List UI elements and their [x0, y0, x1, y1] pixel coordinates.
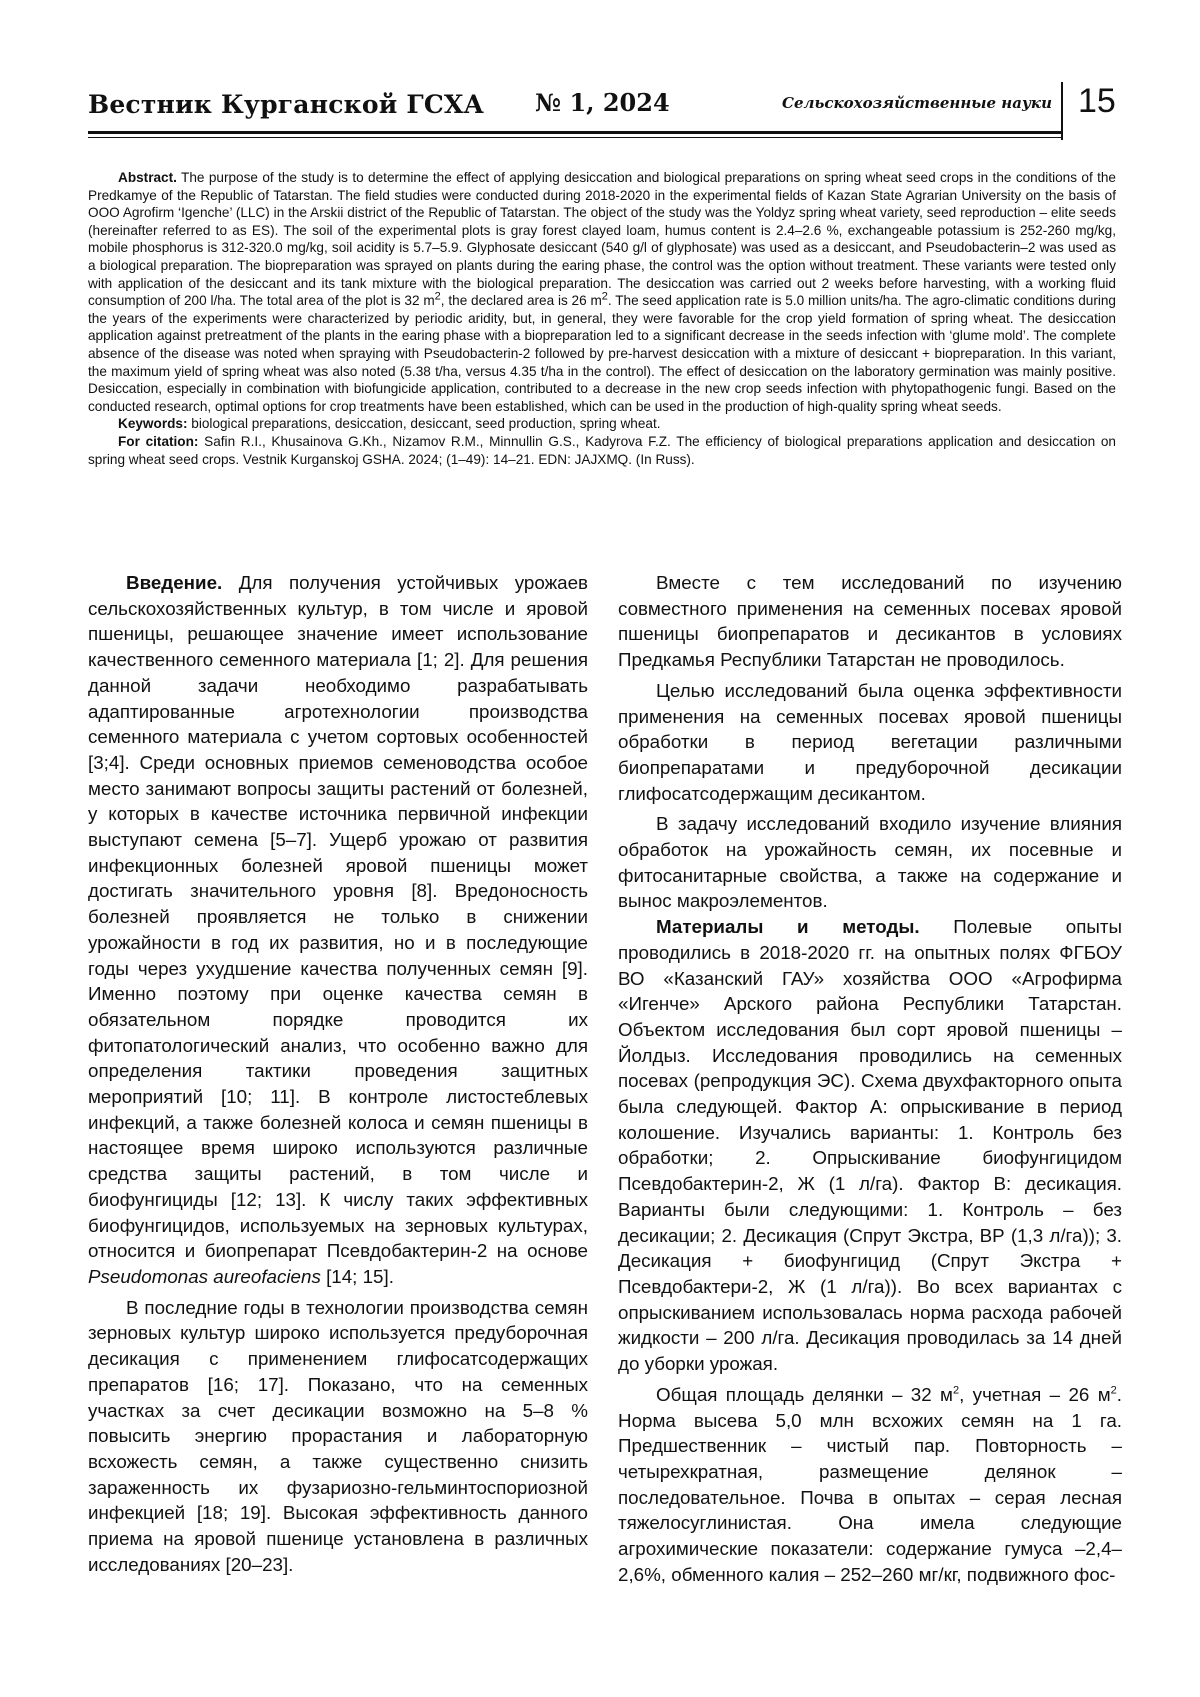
citation-label: For citation: [118, 433, 199, 449]
section-name: Сельскохозяйственные науки [782, 94, 1052, 112]
body-column-left [88, 570, 588, 1577]
page-header [88, 82, 1140, 132]
paragraph-text: . Норма высева 5,0 млн всхожих семян на 1 га. Предшественник – чистый пар. Повторность – четырехкратная, размещение делянок – последовательное. Почва в опытах – серая лесная тяжелосуглинистая. Она имела следующие агрохимические показатели: содержание гумуса –2,4–2,6%, обменного калия – 252–260 мг/кг, подвижного фос- [618, 1383, 1122, 1585]
species-name: Pseudomonas aureofaciens [88, 1265, 321, 1287]
superscript: 2 [1110, 1384, 1117, 1397]
english-abstract [88, 169, 1116, 468]
section-heading-introduction: Введение. [126, 572, 223, 593]
header-rule-thin [88, 137, 1062, 138]
body-paragraph: Целью исследований была оценка эффективности применения на семенных посевах яровой пшеницы обработки в период вегетации различными биопрепаратами и предуборочной десикации глифосатсодержащим десикантом. [618, 679, 1122, 804]
page-number: 15 [1078, 82, 1116, 120]
section-heading-methods: Материалы и методы. [656, 916, 920, 938]
citation-paragraph [88, 433, 1116, 468]
paragraph-text: Общая площадь делянки – 32 м [656, 1383, 953, 1405]
paragraph-text: , учетная – 26 м [959, 1383, 1111, 1405]
abstract-paragraph [88, 169, 1116, 415]
paragraph-text: Для получения устойчивых урожаев сельскохозяйственных культур, в том числе и яровой пшеницы, решающее значение имеет использование качественного семенного материала [1; 2]. Для решения данной задачи необходимо разрабатывать адаптированные агротехнологии производства семенного материала с учетом сортовых особенностей [3;4]. Среди основных приемов семеноводства особое место занимают вопросы защиты растений от болезней, у которых в качестве источника первичной инфекции выступают семена [5–7]. Ущерб урожаю от развития инфекционных болезней яровой пшеницы может достигать значительного уровня [8]. Вредоносность болезней проявляется не только в снижении урожайности в год их развития, но и в последующие годы через ухудшение качества полученных семян [9]. Именно поэтому при оценке качества семян в обязательном порядке проводится их фитопатологический анализ, что особенно важно для определения тактики проведения защитных мероприятий [10; 11]. В контроле листостеблевых инфекций, а также болезней колоса и семян пшеницы в настоящее время широко используются различные средства защиты растений, в том числе и биофунгициды [12; 13]. К числу таких эффективных биофунгицидов, используемых на зерновых культурах, относится и биопрепарат Псевдобактерин-2 на основе [88, 572, 589, 1262]
body-paragraph: В последние годы в технологии производства семян зерновых культур широко используется предуборочная десикация с применением глифосатсодержащих препаратов [16; 17]. Показано, что на семенных участках за счет десикации возможно на 5–8 % повысить энергию прорастания и лабораторную всхожесть семян, а также существенно снизить зараженность их фузариозно-гельминтоспориозной инфекцией [18; 19]. Высокая эффективность данного приема на яровой пшенице установлена в различных исследованиях [20–23]. [88, 1296, 588, 1575]
keywords-text: biological preparations, desiccation, desiccant, seed production, spring wheat. [191, 416, 661, 432]
body-paragraph [618, 1382, 1122, 1588]
abstract-text-3: . The seed application rate is 5.0 million units/ha. The agro-climatic conditions during the years of the experiments were characterized by periodic aridity, but, in general, they were favorable for the crop yield formation of spring wheat. The desiccation application against pretreatment of the plants in the earing phase with a biopreparation led to a significant decrease in the seeds infection with ‘glume mold’. The complete absence of the disease was noted when spraying with Pseudobacterin-2 followed by pre-harvest desiccation with a mixture of desiccant + biopreparation. In this variant, the maximum yield of spring wheat was also noted (5.38 t/ha, versus 4.35 t/ha in the control). The effect of desiccation on the laboratory germination was mainly positive. Desiccation, especially in combination with biofungicide application, contributed to a decrease in the new crop seeds infection with phytopathogenic fungi. Based on the conducted research, optimal options for crop treatments have been established, which can be used in the production of high-quality spring wheat seeds. [88, 293, 1116, 414]
abstract-text-2: , the declared area is 26 m [440, 293, 602, 309]
body-paragraph [618, 914, 1122, 1377]
body-paragraph [88, 570, 588, 1290]
superscript: 2 [434, 290, 441, 303]
issue-number: № 1, 2024 [535, 88, 670, 117]
body-paragraph: Вместе с тем исследований по изучению совместного применения на семенных посевах яровой пшеницы биопрепаратов и десикантов в условиях Предкамья Республики Татарстан не проводилось. [618, 572, 1122, 671]
body-column-right [618, 570, 1122, 1587]
abstract-text: The purpose of the study is to determine the effect of applying desiccation and biological preparations on spring wheat seed crops in the conditions of the Predkamye of the Republic of Tatarstan. The field studies were conducted during 2018-2020 in the experimental fields of Kazan State Agrarian University on the basis of OOO Agrofirm ‘Igenche’ (LLC) in the Arskii district of the Republic of Tatarstan. The object of the study was the Yoldyz spring wheat variety, seed reproduction – elite seeds (hereinafter referred to as ES). The soil of the experimental plots is gray forest clayed loam, humus content is 2.4–2.6 %, exchangeable potassium is 252-260 mg/kg, mobile phosphorus is 312-320.0 mg/kg, soil acidity is 5.7–5.9. Glyphosate desiccant (540 g/l of glyphosate) was used as a desiccant, and Pseudobacterin–2 was used as a biological preparation. The biopreparation was sprayed on plants during the earing phase, the control was the option without treatment. These variants were tested only with application of the desiccant and its tank mixture with the biological preparation. The desiccation was carried out 2 weeks before harvesting, with a working fluid consumption of 200 l/ha. The total area of the plot is 32 m [88, 170, 1116, 309]
header-rule-thick [88, 131, 1062, 134]
superscript: 2 [952, 1384, 960, 1397]
paragraph-text: Полевые опыты проводились в 2018-2020 гг. на опытных полях ФГБОУ ВО «Казанский ГАУ» хозяйства ООО «Агрофирма «Игенче» Арского района Республики Татарстан. Объектом исследования был сорт яровой пшеницы – Йолдыз. Исследования проводились на семенных посевах (репродукция ЭС). Схема двухфакторного опыта была следующей. Фактор А: опрыскивание в период колошение. Изучались варианты: 1. Контроль без обработки; 2. Опрыскивание биофунгицидом Псевдобактерин-2, Ж (1 л/га). Фактор В: десикация. Варианты были следующими: 1. Контроль – без десикации; 2. Десикация (Спрут Экстра, ВР (1,3 л/га)); 3. Десикация + биофунгицид (Спрут Экстра + Псевдобактери-2, Ж (1 л/га)). Во всех вариантах с опрыскиванием использовалась норма расхода рабочей жидкости – 200 л/га. Десикация проводилась за 14 дней до уборки урожая. [618, 916, 1123, 1375]
body-paragraph: В задачу исследований входило изучение влияния обработок на урожайность семян, их посевные и фитосанитарные свойства, а также на содержание и вынос макроэлементов. [618, 813, 1122, 912]
journal-title: Вестник Курганской ГСХА [88, 90, 485, 119]
superscript: 2 [601, 290, 608, 303]
paragraph-text: [14; 15]. [326, 1265, 394, 1287]
keywords-paragraph [88, 415, 1116, 433]
keywords-label: Keywords: [118, 416, 188, 432]
citation-text: Safin R.I., Khusainova G.Kh., Nizamov R.M., Minnullin G.S., Kadyrova F.Z. The efficiency of biological preparations application and desiccation on spring wheat seed crops. Vestnik Kurganskoj GSHA. 2024; (1–49): 14–21. EDN: JAJXMQ. (In Russ). [88, 433, 1116, 467]
abstract-label: Abstract. [118, 170, 177, 185]
